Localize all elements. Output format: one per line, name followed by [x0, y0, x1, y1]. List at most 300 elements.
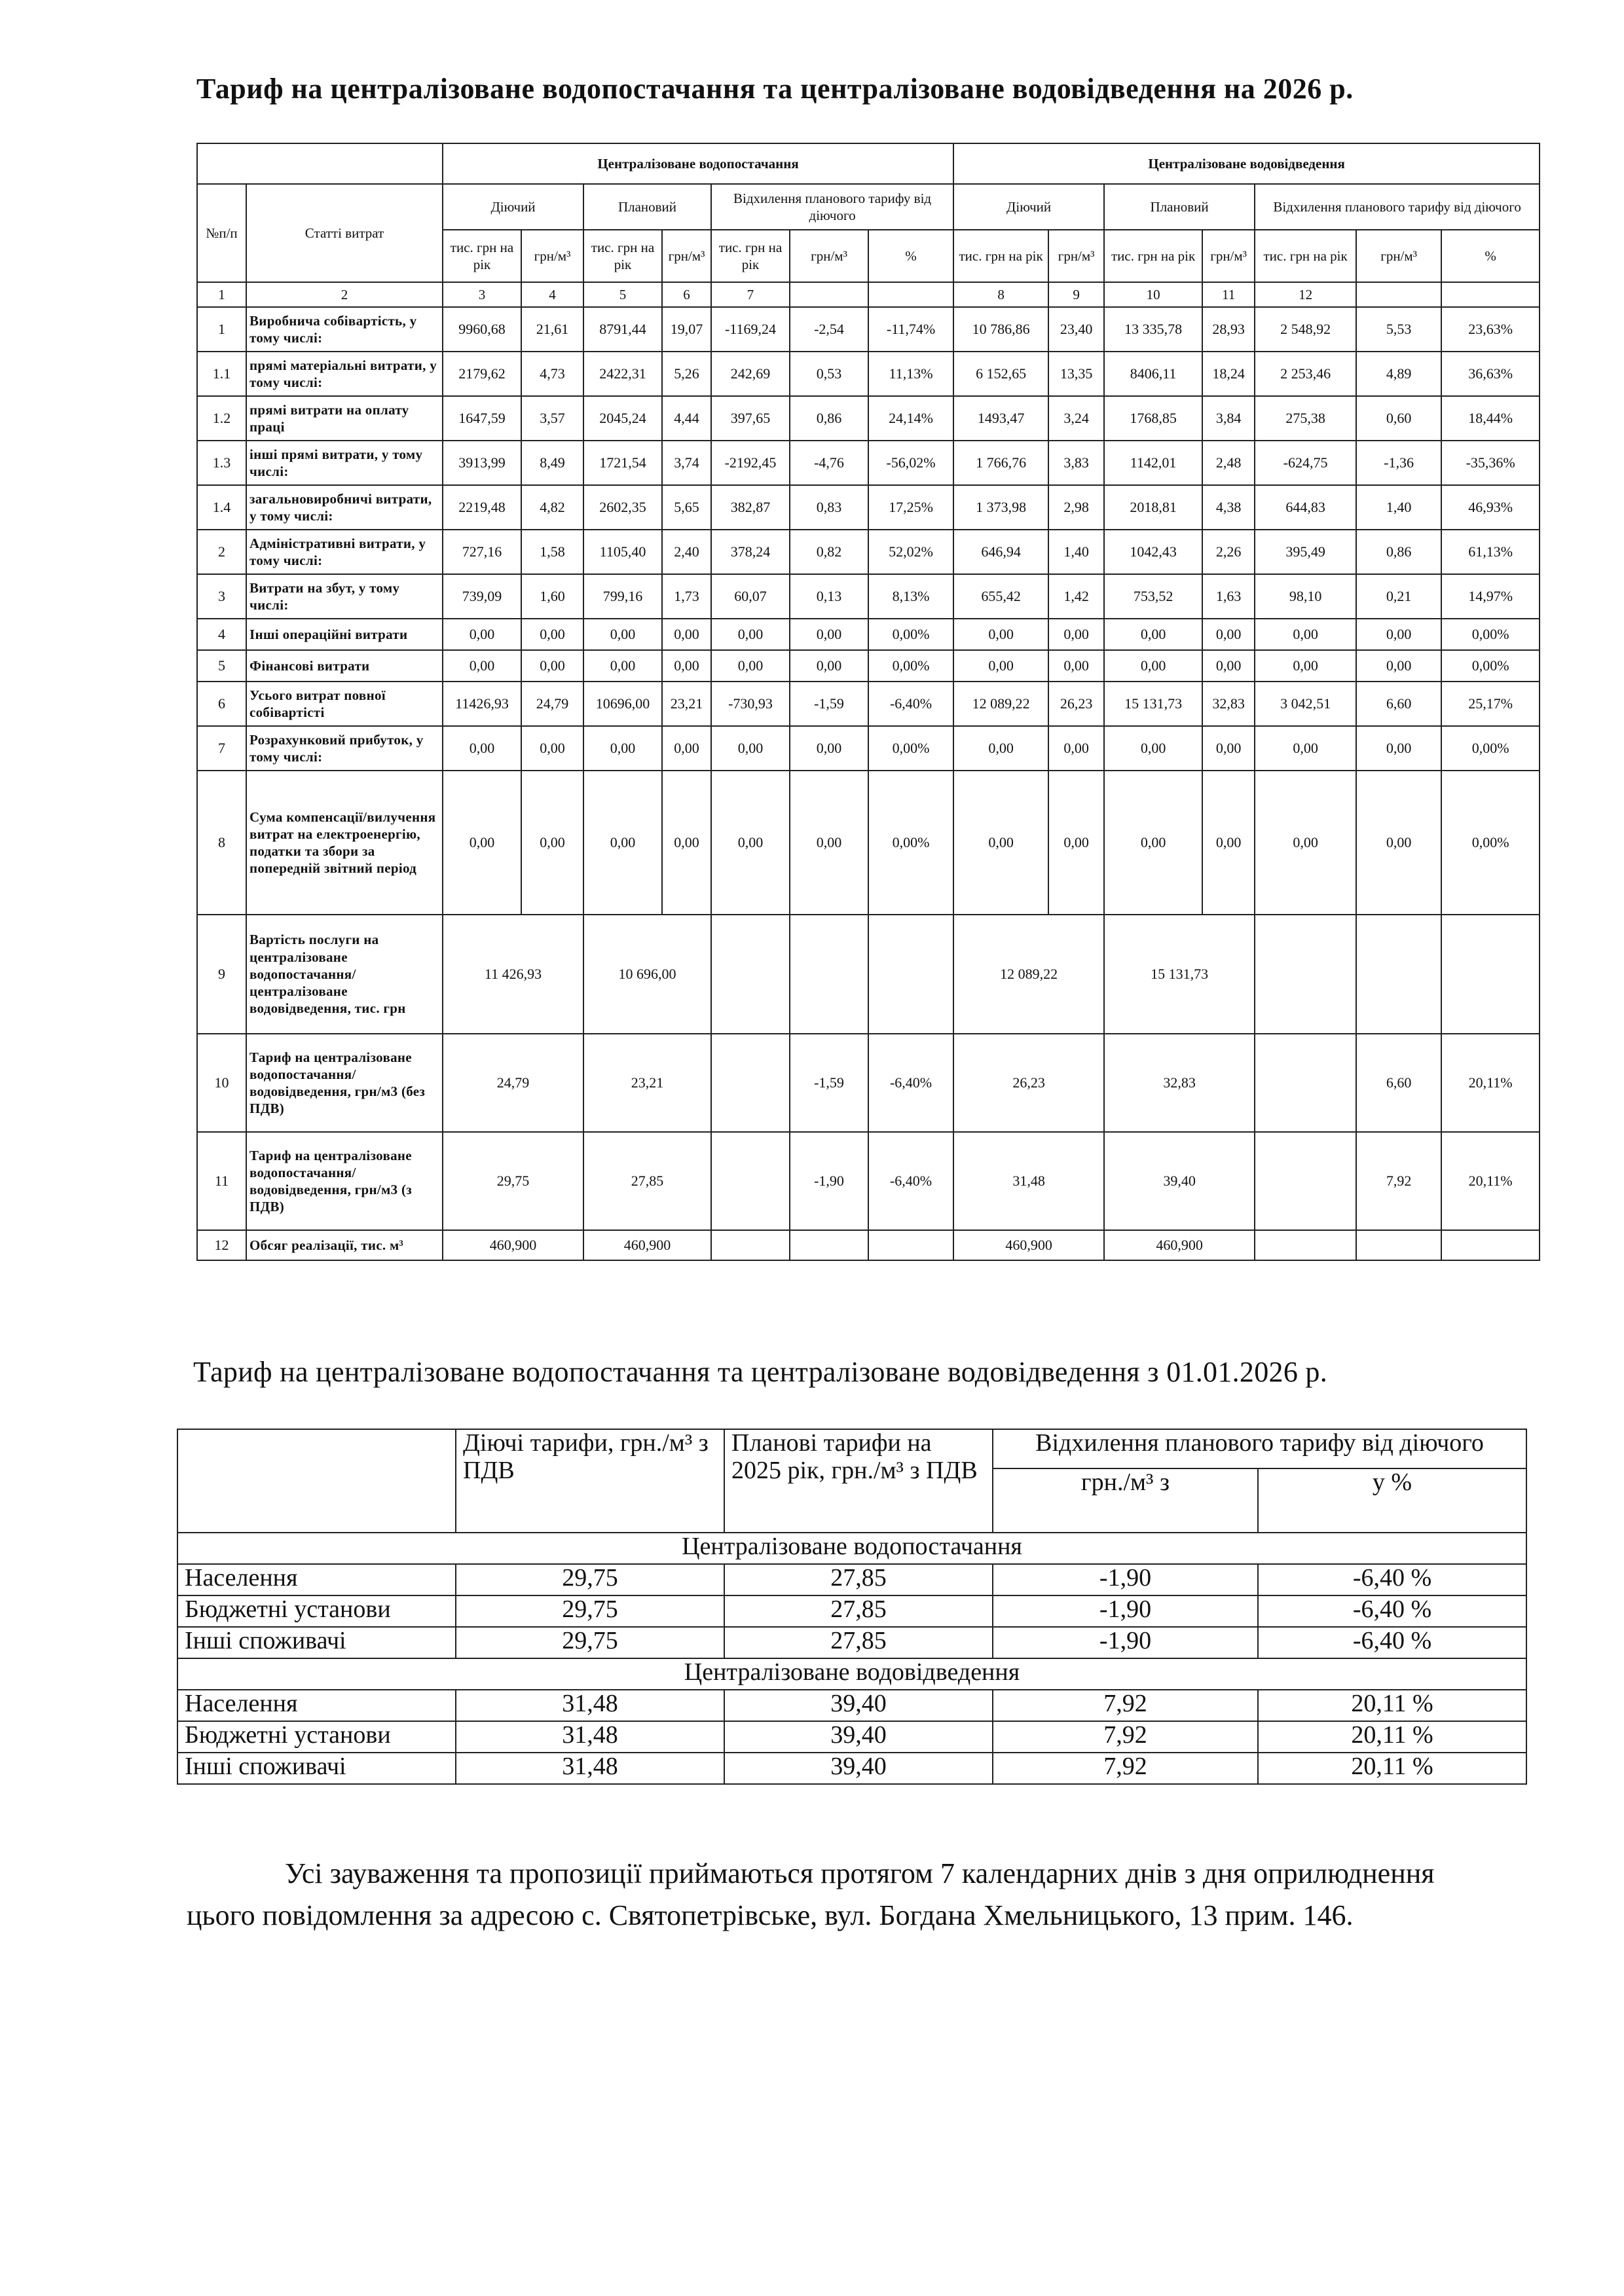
row-number: 9: [197, 915, 246, 1034]
row-value: 0,00: [711, 771, 790, 915]
deviation-grn: -1,90: [993, 1564, 1258, 1595]
unit-ths: тис. грн на рік: [443, 230, 521, 282]
column-number: 5: [583, 282, 662, 307]
row-value: 4,89: [1356, 352, 1441, 396]
table-row: [197, 396, 1540, 441]
row-value: 2 253,46: [1255, 352, 1356, 396]
header-deviation-grn: грн./м³ з: [993, 1468, 1258, 1533]
row-value: 25,17%: [1441, 682, 1540, 726]
table-cell: [1356, 915, 1441, 1034]
row-item-name: Вартість послуги на централізоване водопостачання/централізоване водовідведення, тис. грн: [246, 915, 443, 1034]
row-value: 0,00: [521, 619, 583, 650]
table-cell: [711, 915, 790, 1034]
row-number: 6: [197, 682, 246, 726]
row-value: 8791,44: [583, 307, 662, 352]
group-header-water: Централізоване водопостачання: [443, 143, 953, 184]
row-value: 23,63%: [1441, 307, 1540, 352]
row-value: 4,73: [521, 352, 583, 396]
row-value: 0,00: [953, 726, 1048, 771]
row-value: 23,21: [662, 682, 711, 726]
row-value: -624,75: [1255, 441, 1356, 485]
row-item-name: Фінансові витрати: [246, 650, 443, 682]
unit-pct: %: [1441, 230, 1540, 282]
row-value: 2,98: [1048, 485, 1104, 530]
deviation-pct: -6,40 %: [1258, 1595, 1526, 1627]
row-value: 1142,01: [1104, 441, 1202, 485]
row-value: 0,00: [1048, 619, 1104, 650]
table-cell: [790, 1230, 868, 1260]
row-value: 655,42: [953, 574, 1048, 619]
row-value: 0,00: [443, 726, 521, 771]
planned-tariff: 39,40: [724, 1753, 993, 1784]
row-value: 5,26: [662, 352, 711, 396]
row-value: 10696,00: [583, 682, 662, 726]
table-row: [197, 485, 1540, 530]
row-value: 32,83: [1104, 1034, 1255, 1132]
row-value: 2045,24: [583, 396, 662, 441]
row-value: 13 335,78: [1104, 307, 1202, 352]
row-value: 52,02%: [868, 530, 953, 574]
row-value: 10 696,00: [583, 915, 711, 1034]
column-number: 9: [1048, 282, 1104, 307]
column-number: [1441, 282, 1540, 307]
row-item-name: Витрати на збут, у тому числі:: [246, 574, 443, 619]
row-value: 644,83: [1255, 485, 1356, 530]
column-number: 10: [1104, 282, 1202, 307]
row-value: 646,94: [953, 530, 1048, 574]
row-value: 0,00: [662, 619, 711, 650]
consumer-name: Населення: [177, 1564, 456, 1595]
row-value: 23,21: [583, 1034, 711, 1132]
planned-tariff: 27,85: [724, 1564, 993, 1595]
deviation-pct: 20,11 %: [1258, 1721, 1526, 1753]
table-cell: [711, 1230, 790, 1260]
row-value: 11 426,93: [443, 915, 583, 1034]
column-number: 1: [197, 282, 246, 307]
row-value: 15 131,73: [1104, 915, 1255, 1034]
row-value: 1105,40: [583, 530, 662, 574]
row-value: 3,57: [521, 396, 583, 441]
row-value: 397,65: [711, 396, 790, 441]
row-value: 0,86: [790, 396, 868, 441]
row-item-name: Тариф на централізоване водопостачання/водовідведення, грн/м3 (без ПДВ): [246, 1034, 443, 1132]
row-value: 2,26: [1202, 530, 1255, 574]
column-number: 6: [662, 282, 711, 307]
row-value: 0,00%: [1441, 726, 1540, 771]
row-value: 1,42: [1048, 574, 1104, 619]
row-value: 3,84: [1202, 396, 1255, 441]
table-row: [197, 726, 1540, 771]
consumer-name: Інші споживачі: [177, 1627, 456, 1658]
row-value: 26,23: [953, 1034, 1104, 1132]
unit-grn: грн/м³: [1202, 230, 1255, 282]
table-row: [197, 1230, 1540, 1260]
column-number: [790, 282, 868, 307]
table-cell: [1441, 915, 1540, 1034]
table-row: [197, 307, 1540, 352]
row-value: 3,24: [1048, 396, 1104, 441]
column-number: [1356, 282, 1441, 307]
row-value: 0,00: [1255, 726, 1356, 771]
row-value: 24,14%: [868, 396, 953, 441]
unit-pct: %: [868, 230, 953, 282]
row-value: 98,10: [1255, 574, 1356, 619]
row-value: 4,38: [1202, 485, 1255, 530]
row-value: 0,00: [1048, 726, 1104, 771]
header-planned: Плановий: [1104, 184, 1255, 230]
row-value: 23,40: [1048, 307, 1104, 352]
row-value: 0,21: [1356, 574, 1441, 619]
row-value: 0,00: [1104, 619, 1202, 650]
consumer-name: Населення: [177, 1690, 456, 1721]
header-blank: [177, 1429, 456, 1533]
row-value: -6,40%: [868, 1034, 953, 1132]
unit-grn: грн/м³: [1048, 230, 1104, 282]
row-value: 1,60: [521, 574, 583, 619]
row-number: 1.4: [197, 485, 246, 530]
deviation-pct: -6,40 %: [1258, 1564, 1526, 1595]
row-value: 15 131,73: [1104, 682, 1202, 726]
row-value: 19,07: [662, 307, 711, 352]
row-value: 46,93%: [1441, 485, 1540, 530]
row-value: 0,00%: [868, 726, 953, 771]
table-row: [197, 619, 1540, 650]
current-tariff: 29,75: [456, 1564, 724, 1595]
section-header: Централізоване водовідведення: [177, 1658, 1526, 1690]
group-header-sewer: Централізоване водовідведення: [953, 143, 1540, 184]
column-number: 2: [246, 282, 443, 307]
row-value: 1,73: [662, 574, 711, 619]
row-value: 1647,59: [443, 396, 521, 441]
row-value: 9960,68: [443, 307, 521, 352]
table-row: [197, 352, 1540, 396]
row-value: -56,02%: [868, 441, 953, 485]
row-value: 799,16: [583, 574, 662, 619]
table-cell: [1255, 1132, 1356, 1230]
row-value: 11,13%: [868, 352, 953, 396]
row-value: -35,36%: [1441, 441, 1540, 485]
row-item-name: Обсяг реалізації, тис. м³: [246, 1230, 443, 1260]
row-value: 0,00: [521, 726, 583, 771]
table-cell: [1255, 915, 1356, 1034]
row-value: 1,40: [1048, 530, 1104, 574]
row-value: 0,00: [1255, 619, 1356, 650]
row-value: -1,90: [790, 1132, 868, 1230]
tariff-summary-table: [177, 1429, 1527, 1785]
row-value: 0,00: [1202, 726, 1255, 771]
row-value: 1,58: [521, 530, 583, 574]
row-value: -1,36: [1356, 441, 1441, 485]
row-value: 0,00: [1356, 650, 1441, 682]
row-value: 460,900: [953, 1230, 1104, 1260]
table-cell: [1255, 1034, 1356, 1132]
row-value: 2179,62: [443, 352, 521, 396]
row-value: -11,74%: [868, 307, 953, 352]
column-number: [868, 282, 953, 307]
row-value: 0,00: [443, 650, 521, 682]
row-value: 0,00: [711, 650, 790, 682]
table-row: [197, 650, 1540, 682]
row-number: 1.1: [197, 352, 246, 396]
row-value: 61,13%: [1441, 530, 1540, 574]
table-cell: [711, 1034, 790, 1132]
row-value: 0,86: [1356, 530, 1441, 574]
row-value: -1,59: [790, 682, 868, 726]
table-cell: [711, 1132, 790, 1230]
deviation-pct: 20,11 %: [1258, 1690, 1526, 1721]
deviation-grn: 7,92: [993, 1721, 1258, 1753]
row-number: 1.2: [197, 396, 246, 441]
unit-ths: тис. грн на рік: [1255, 230, 1356, 282]
row-value: 18,44%: [1441, 396, 1540, 441]
row-value: 0,00: [583, 726, 662, 771]
row-value: 0,00: [583, 619, 662, 650]
table-row: [197, 574, 1540, 619]
row-value: 0,00: [790, 619, 868, 650]
row-value: 0,00: [1048, 771, 1104, 915]
row-value: 20,11%: [1441, 1132, 1540, 1230]
table-row: [197, 282, 1540, 307]
deviation-grn: -1,90: [993, 1627, 1258, 1658]
tariff-calculation-table: [196, 143, 1540, 1261]
column-number: 8: [953, 282, 1048, 307]
row-value: 0,53: [790, 352, 868, 396]
column-number: 3: [443, 282, 521, 307]
row-value: 0,00: [1356, 771, 1441, 915]
current-tariff: 31,48: [456, 1690, 724, 1721]
row-item-name: Усього витрат повної собівартісті: [246, 682, 443, 726]
row-value: -2,54: [790, 307, 868, 352]
row-value: 0,00: [790, 726, 868, 771]
row-value: 2 548,92: [1255, 307, 1356, 352]
row-item-name: Сума компенсації/вилучення витрат на електроенергію, податки та збори за попередній звітний період: [246, 771, 443, 915]
row-item-name: Тариф на централізоване водопостачання/водовідведення, грн/м3 (з ПДВ): [246, 1132, 443, 1230]
deviation-pct: -6,40 %: [1258, 1627, 1526, 1658]
row-value: 0,00: [953, 771, 1048, 915]
row-value: 0,00: [521, 650, 583, 682]
unit-ths: тис. грн на рік: [1104, 230, 1202, 282]
row-value: 3,83: [1048, 441, 1104, 485]
row-value: 3 042,51: [1255, 682, 1356, 726]
table-row: [197, 143, 1540, 184]
row-value: 0,00: [662, 650, 711, 682]
row-value: 29,75: [443, 1132, 583, 1230]
row-item-name: інші прямі витрати, у тому числі:: [246, 441, 443, 485]
row-value: 0,00: [711, 619, 790, 650]
table-cell: [1441, 1230, 1540, 1260]
row-value: -1,59: [790, 1034, 868, 1132]
row-value: 0,00: [1048, 650, 1104, 682]
row-value: 0,00: [443, 619, 521, 650]
row-value: 13,35: [1048, 352, 1104, 396]
deviation-grn: 7,92: [993, 1690, 1258, 1721]
row-value: 18,24: [1202, 352, 1255, 396]
table-row: [177, 1429, 1526, 1468]
row-value: 1,63: [1202, 574, 1255, 619]
row-value: 28,93: [1202, 307, 1255, 352]
planned-tariff: 27,85: [724, 1627, 993, 1658]
column-number: 4: [521, 282, 583, 307]
row-item-name: прямі матеріальні витрати, у тому числі:: [246, 352, 443, 396]
row-number: 4: [197, 619, 246, 650]
row-value: 2018,81: [1104, 485, 1202, 530]
row-value: 5,53: [1356, 307, 1441, 352]
row-value: 32,83: [1202, 682, 1255, 726]
deviation-grn: -1,90: [993, 1595, 1258, 1627]
table-row: [197, 915, 1540, 1034]
column-number: 12: [1255, 282, 1356, 307]
row-value: -6,40%: [868, 1132, 953, 1230]
table-row: [177, 1753, 1526, 1784]
row-item-name: Виробнича собівартість, у тому числі:: [246, 307, 443, 352]
row-value: 3913,99: [443, 441, 521, 485]
row-value: 0,00: [790, 771, 868, 915]
consumer-name: Бюджетні установи: [177, 1595, 456, 1627]
consumer-name: Бюджетні установи: [177, 1721, 456, 1753]
unit-grn: грн/м³: [1356, 230, 1441, 282]
row-value: 0,00%: [868, 650, 953, 682]
row-value: 6,60: [1356, 682, 1441, 726]
notice-paragraph: Усі зауваження та пропозиції приймаються протягом 7 календарних днів з дня оприлюднення цього повідомлення за адресою с. Святопетрівське, вул. Богдана Хмельницького, 13 прим. 146.: [187, 1857, 1435, 1931]
document-title: Тариф на централізоване водопостачання та централізоване водовідведення на 2026 р.: [196, 73, 1354, 105]
header-deviation: Відхилення планового тарифу від діючого: [711, 184, 953, 230]
row-number: 10: [197, 1034, 246, 1132]
header-number: №п/п: [197, 184, 246, 282]
row-value: 0,00: [662, 771, 711, 915]
row-value: 0,00: [443, 771, 521, 915]
row-value: 460,900: [1104, 1230, 1255, 1260]
row-number: 11: [197, 1132, 246, 1230]
column-number: 7: [711, 282, 790, 307]
row-item-name: загальновиробничі витрати, у тому числі:: [246, 485, 443, 530]
unit-ths: тис. грн на рік: [953, 230, 1048, 282]
row-value: 0,00: [790, 650, 868, 682]
table-row: [177, 1658, 1526, 1690]
table-row: [197, 771, 1540, 915]
row-value: 21,61: [521, 307, 583, 352]
table-cell: [868, 915, 953, 1034]
deviation-grn: 7,92: [993, 1753, 1258, 1784]
row-value: 1 766,76: [953, 441, 1048, 485]
table-cell: [1356, 1230, 1441, 1260]
header-planned: Плановий: [583, 184, 711, 230]
row-value: -730,93: [711, 682, 790, 726]
unit-ths: тис. грн на рік: [711, 230, 790, 282]
table-row: [197, 530, 1540, 574]
row-value: 0,00%: [1441, 771, 1540, 915]
row-item-name: прямі витрати на оплату праці: [246, 396, 443, 441]
row-value: 0,00%: [868, 771, 953, 915]
row-value: 31,48: [953, 1132, 1104, 1230]
row-value: 2602,35: [583, 485, 662, 530]
row-value: 1,40: [1356, 485, 1441, 530]
row-item-name: Розрахунковий прибуток, у тому числі:: [246, 726, 443, 771]
row-value: 0,00: [1202, 619, 1255, 650]
row-value: 0,83: [790, 485, 868, 530]
header-current: Діючий: [953, 184, 1104, 230]
unit-grn: грн/м³: [521, 230, 583, 282]
current-tariff: 31,48: [456, 1721, 724, 1753]
row-number: 3: [197, 574, 246, 619]
header-deviation-pct: у %: [1258, 1468, 1526, 1533]
row-number: 1: [197, 307, 246, 352]
column-number: 11: [1202, 282, 1255, 307]
current-tariff: 29,75: [456, 1595, 724, 1627]
table-row: [177, 1595, 1526, 1627]
table-row: [197, 441, 1540, 485]
row-value: 8,13%: [868, 574, 953, 619]
row-value: 0,00: [1356, 726, 1441, 771]
row-number: 12: [197, 1230, 246, 1260]
row-value: 12 089,22: [953, 682, 1048, 726]
row-value: 0,00: [1202, 650, 1255, 682]
table-row: [177, 1533, 1526, 1564]
row-number: 2: [197, 530, 246, 574]
row-value: 5,65: [662, 485, 711, 530]
row-value: 12 089,22: [953, 915, 1104, 1034]
row-value: 0,00%: [1441, 619, 1540, 650]
header-items: Статті витрат: [246, 184, 443, 282]
row-value: 753,52: [1104, 574, 1202, 619]
unit-grn: грн/м³: [662, 230, 711, 282]
unit-ths: тис. грн на рік: [583, 230, 662, 282]
table-row: [197, 682, 1540, 726]
table-row: [197, 1034, 1540, 1132]
row-value: -6,40%: [868, 682, 953, 726]
row-value: 0,00%: [868, 619, 953, 650]
row-value: 2,48: [1202, 441, 1255, 485]
row-value: 0,00%: [1441, 650, 1540, 682]
header-current: Діючий: [443, 184, 583, 230]
row-value: -1169,24: [711, 307, 790, 352]
row-value: 0,00: [711, 726, 790, 771]
row-value: 0,00: [1356, 619, 1441, 650]
row-value: 739,09: [443, 574, 521, 619]
row-value: -4,76: [790, 441, 868, 485]
row-value: 11426,93: [443, 682, 521, 726]
row-value: 460,900: [443, 1230, 583, 1260]
row-value: 1042,43: [1104, 530, 1202, 574]
planned-tariff: 39,40: [724, 1721, 993, 1753]
row-value: 0,00: [583, 771, 662, 915]
row-value: 60,07: [711, 574, 790, 619]
row-value: 14,97%: [1441, 574, 1540, 619]
header-current-tariffs: Діючі тарифи, грн./м³ з ПДВ: [456, 1429, 724, 1533]
table-row: [197, 1132, 1540, 1230]
row-value: 727,16: [443, 530, 521, 574]
section-header: Централізоване водопостачання: [177, 1533, 1526, 1564]
table-cell: [1255, 1230, 1356, 1260]
row-value: 2219,48: [443, 485, 521, 530]
deviation-pct: 20,11 %: [1258, 1753, 1526, 1784]
row-value: 1 373,98: [953, 485, 1048, 530]
row-value: 0,00: [953, 650, 1048, 682]
row-value: 36,63%: [1441, 352, 1540, 396]
row-value: 24,79: [443, 1034, 583, 1132]
consumer-name: Інші споживачі: [177, 1753, 456, 1784]
row-value: 8406,11: [1104, 352, 1202, 396]
row-value: 0,60: [1356, 396, 1441, 441]
row-number: 5: [197, 650, 246, 682]
row-value: -2192,45: [711, 441, 790, 485]
row-value: 0,00: [1104, 650, 1202, 682]
row-value: 4,44: [662, 396, 711, 441]
row-number: 1.3: [197, 441, 246, 485]
row-value: 0,00: [583, 650, 662, 682]
row-value: 26,23: [1048, 682, 1104, 726]
table-row: [177, 1721, 1526, 1753]
row-value: 10 786,86: [953, 307, 1048, 352]
